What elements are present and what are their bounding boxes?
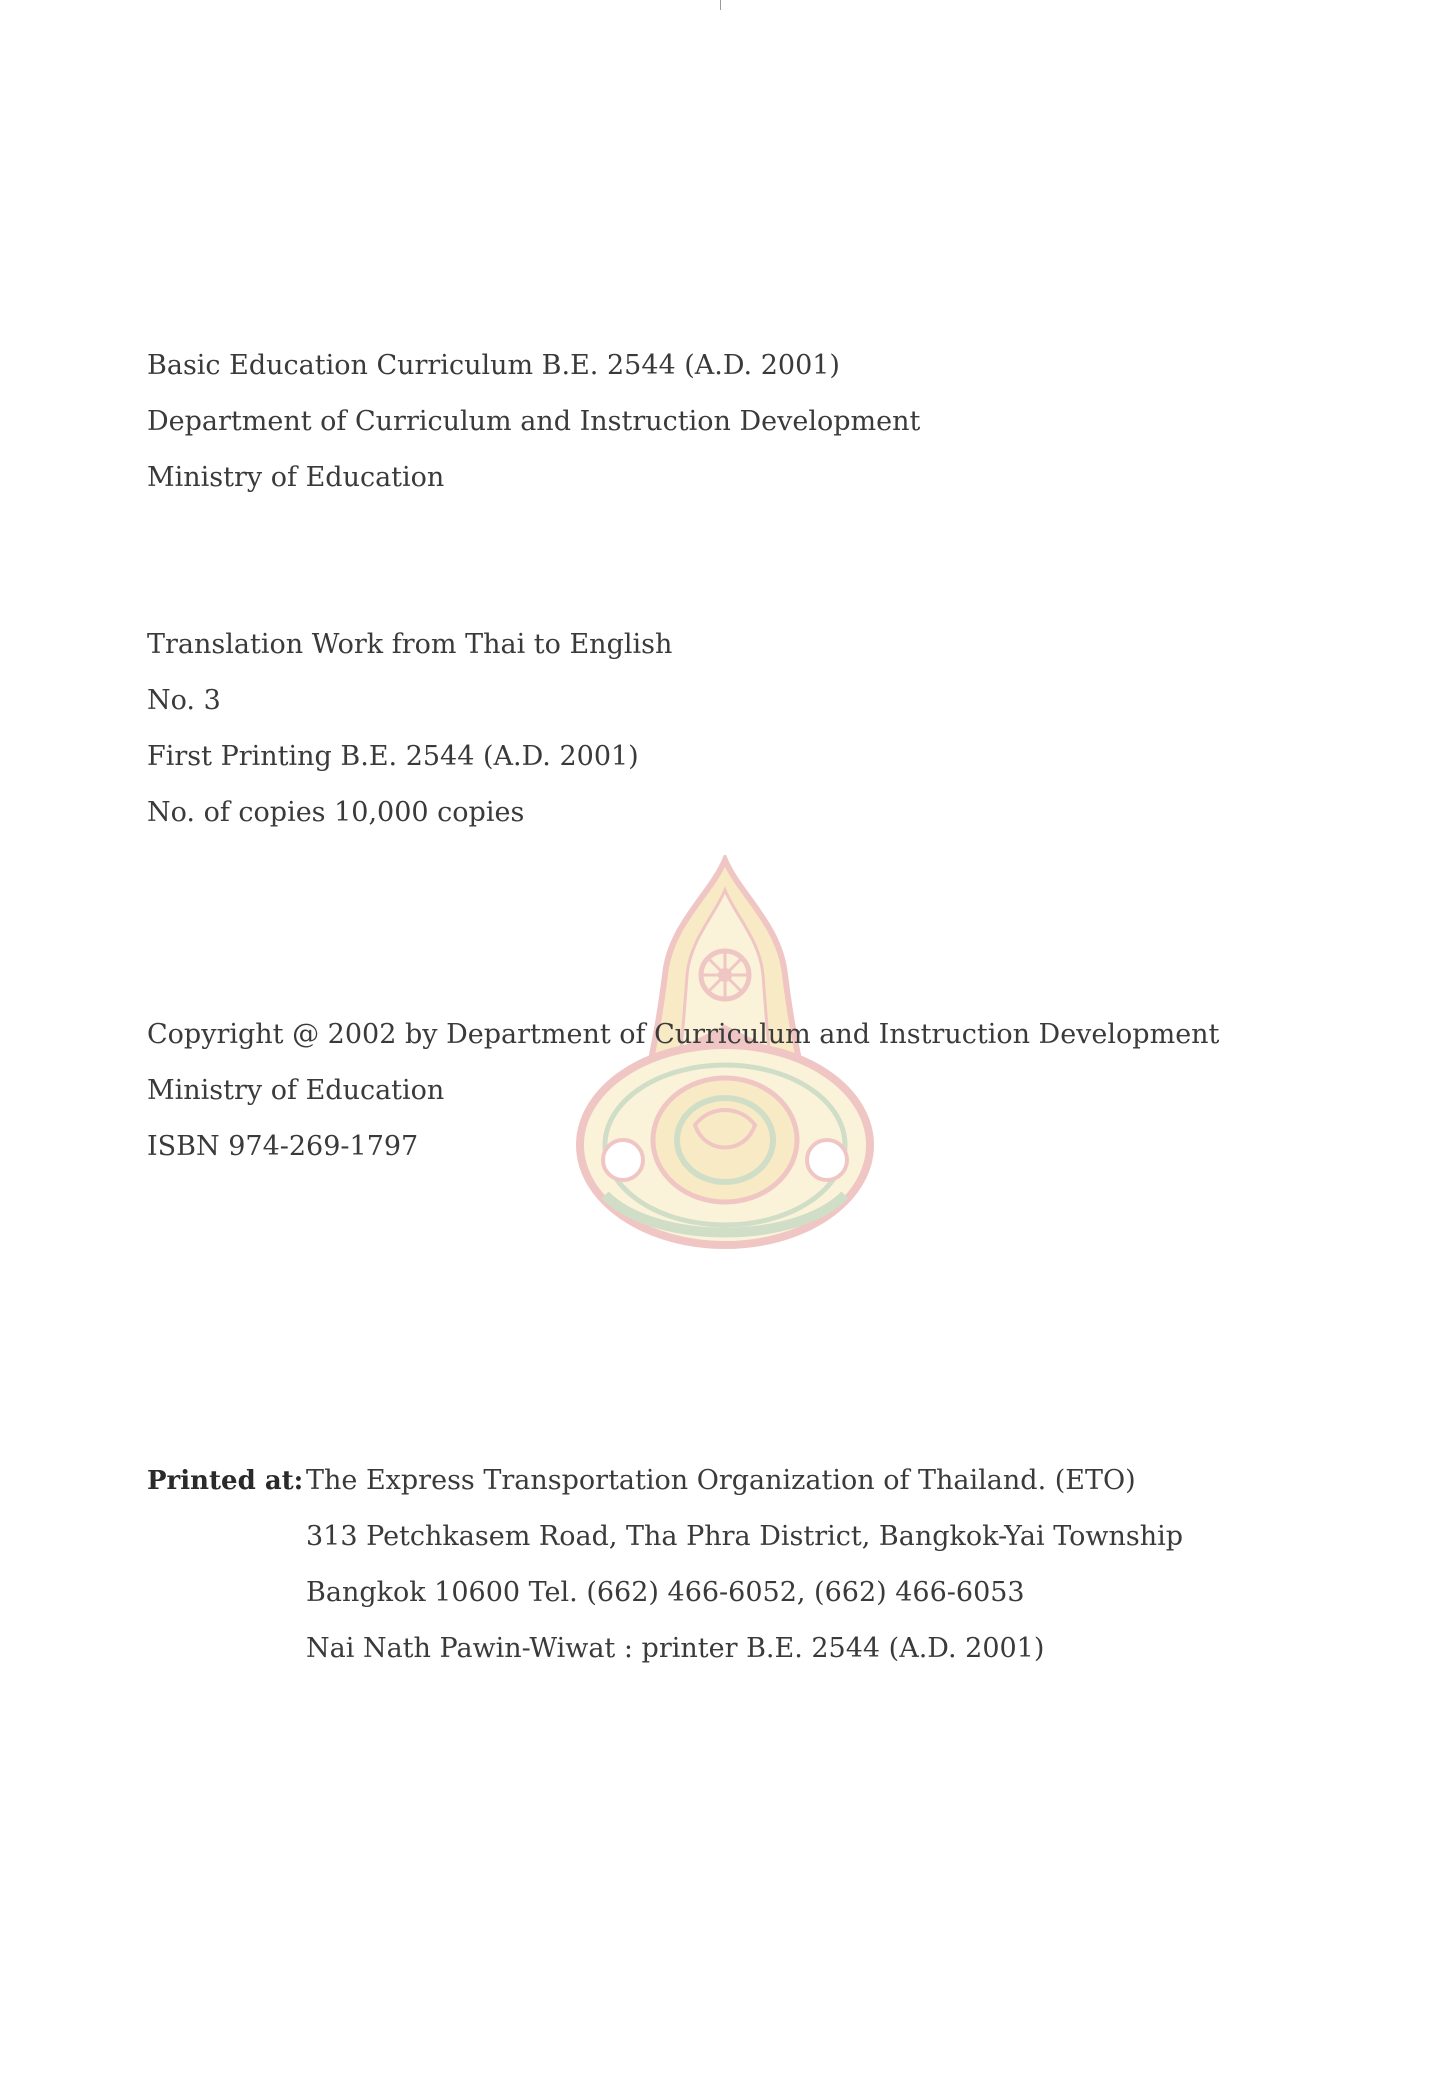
crop-mark (720, 0, 721, 10)
department-name: Department of Curriculum and Instruction Development (147, 406, 921, 437)
printed-at-label: Printed at: (147, 1466, 304, 1496)
copyright-ministry: Ministry of Education (147, 1075, 445, 1106)
printer-address: 313 Petchkasem Road, Tha Phra District, Bangkok-Yai Township (306, 1521, 1184, 1552)
title-block (147, 338, 920, 506)
translation-note: Translation Work from Thai to English (147, 629, 673, 660)
translation-block (147, 617, 672, 841)
edition-number: No. 3 (147, 685, 221, 716)
curriculum-title: Basic Education Curriculum B.E. 2544 (A.D. 2001) (147, 350, 840, 381)
printer-phone: Bangkok 10600 Tel. (662) 466-6052, (662) 466-6053 (306, 1577, 1025, 1608)
printer-signatory: Nai Nath Pawin-Wiwat : printer B.E. 2544 (A.D. 2001) (306, 1633, 1045, 1664)
copyright-block (147, 1007, 1219, 1175)
printer-name: The Express Transportation Organization of Thailand. (ETO) (306, 1465, 1136, 1496)
copy-count: No. of copies 10,000 copies (147, 797, 525, 828)
ministry-name: Ministry of Education (147, 462, 445, 493)
first-printing: First Printing B.E. 2544 (A.D. 2001) (147, 741, 639, 772)
isbn: ISBN 974-269-1797 (147, 1131, 419, 1162)
copyright-line: Copyright @ 2002 by Department of Curriculum and Instruction Development (147, 1019, 1220, 1050)
